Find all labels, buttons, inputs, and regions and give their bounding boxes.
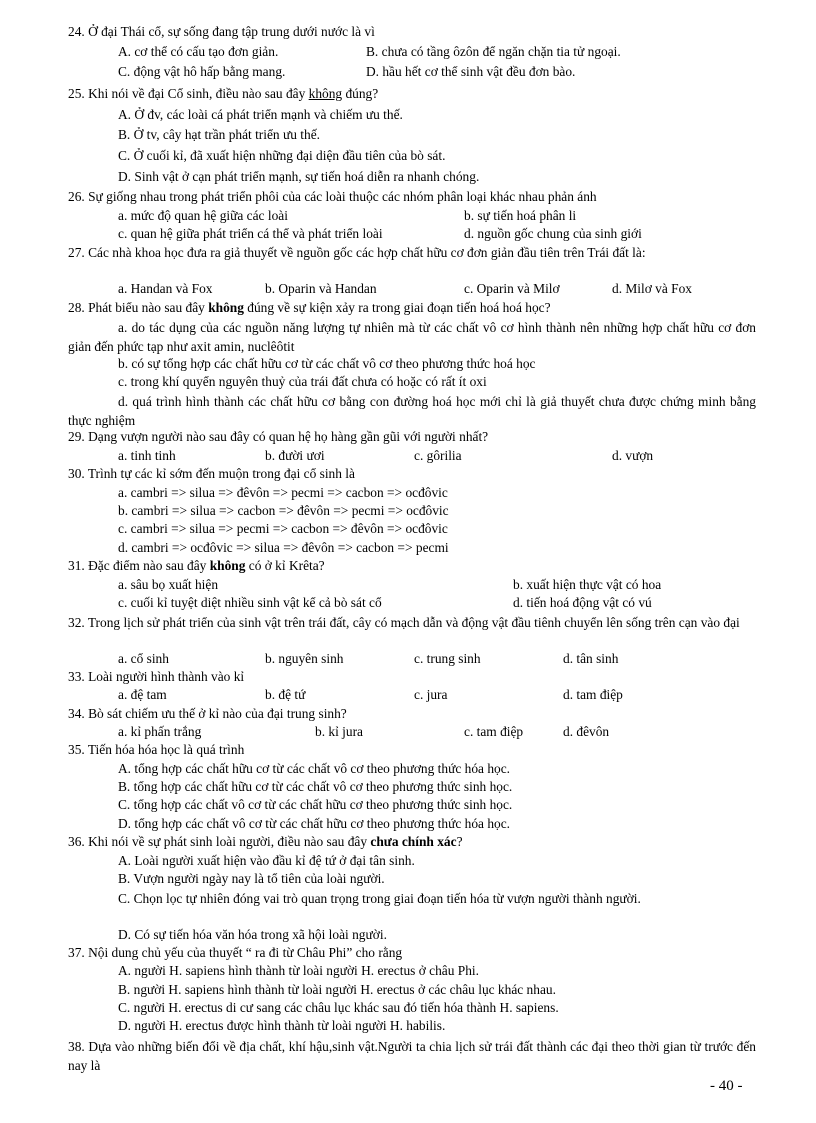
question-30-option-d: d. cambri => ocđôvic => silua => đêvôn => cacbon => pecmi (118, 540, 449, 555)
question-36-option-a: A. Loài người xuất hiện vào đầu kỉ đệ tứ ở đại tân sinh. (118, 853, 415, 868)
question-27-option-a: a. Handan và Fox (118, 281, 213, 296)
question-34-option-c: c. tam điệp (464, 724, 524, 739)
question-25-option-c: C. Ở cuối kỉ, đã xuất hiện những đại diện đầu tiên của bò sát. (118, 148, 446, 163)
question-29-option-c: c. gôrilia (414, 448, 462, 463)
question-35-option-b: B. tổng hợp các chất hữu cơ từ các chất vô cơ theo phương thức sinh học. (118, 779, 513, 794)
question-28-option-a: a. do tác dụng của các nguồn năng lượng tự nhiên mà từ các chất vô cơ hình thành nên những hợp chất hữu cơ đơn giản đến phức tạp như axit amin, nuclêôtit (68, 320, 756, 354)
question-28-option-c: c. trong khí quyển nguyên thuỷ của trái đất chưa có hoặc có rất ít oxi (118, 374, 487, 389)
question-35-stem: 35. Tiến hóa hóa học là quá trình (68, 742, 245, 757)
question-35-option-a: A. tổng hợp các chất hữu cơ từ các chất vô cơ theo phương thức hóa học. (118, 761, 510, 776)
question-26-stem: 26. Sự giống nhau trong phát triển phôi của các loài thuộc các nhóm phân loại khác nhau phản ánh (68, 189, 597, 204)
question-33-option-a: a. đệ tam (118, 687, 167, 702)
question-27-option-b: b. Oparin và Handan (265, 281, 377, 296)
question-27-option-c: c. Oparin và Milơ (464, 281, 560, 296)
question-28-stem: 28. Phát biểu nào sau đây không đúng về sự kiện xảy ra trong giai đoạn tiến hoá hoá học? (68, 300, 551, 315)
question-34-option-a: a. kỉ phấn trắng (118, 724, 202, 739)
question-26-option-c: c. quan hệ giữa phát triển cá thể và phát triển loài (118, 226, 383, 241)
question-37-option-c: C. người H. erectus di cư sang các châu lục khác sau đó tiến hóa thành H. sapiens. (118, 1000, 559, 1015)
question-28-option-b: b. có sự tổng hợp các chất hữu cơ từ các chất vô cơ theo phương thức hoá học (118, 356, 536, 371)
question-27-stem: 27. Các nhà khoa học đưa ra giả thuyết về nguồn gốc các hợp chất hữu cơ đơn giản đầu tiên trên Trái đất là: (68, 245, 646, 260)
question-35-option-c: C. tổng hợp các chất vô cơ từ các chất hữu cơ theo phương thức sinh học. (118, 797, 513, 812)
question-24-stem: 24. Ở đại Thái cổ, sự sống đang tập trung dưới nước là vì (68, 24, 375, 39)
question-29-option-b: b. đười ươi (265, 448, 325, 463)
question-33-option-d: d. tam điệp (563, 687, 623, 702)
question-37-option-b: B. người H. sapiens hình thành từ loài người H. erectus ở các châu lục khác nhau. (118, 982, 556, 997)
question-26-option-b: b. sự tiến hoá phân li (464, 208, 577, 223)
question-25-option-b: B. Ở tv, cây hạt trần phát triển ưu thế. (118, 127, 320, 142)
question-31-option-a: a. sâu bọ xuất hiện (118, 577, 219, 592)
question-31-option-c: c. cuối kỉ tuyệt diệt nhiều sinh vật kể cả bò sát cổ (118, 595, 382, 610)
question-34-option-d: d. đêvôn (563, 724, 610, 739)
question-32-option-c: c. trung sinh (414, 651, 481, 666)
question-26-option-a: a. mức độ quan hệ giữa các loài (118, 208, 288, 223)
question-32-option-d: d. tân sinh (563, 651, 619, 666)
page-number: - 40 - (710, 1078, 743, 1094)
question-29-option-a: a. tinh tinh (118, 448, 176, 463)
question-33-option-c: c. jura (414, 687, 448, 702)
question-36-stem: 36. Khi nói về sự phát sinh loài người, điều nào sau đây chưa chính xác? (68, 834, 463, 849)
question-32-stem: 32. Trong lịch sử phát triển của sinh vật trên trái đất, cây có mạch dẫn và động vật đầu tiênh chuyển lên sống trên cạn vào đại (68, 615, 740, 630)
question-35-option-d: D. tổng hợp các chất vô cơ từ các chất hữu cơ theo phương thức hóa học. (118, 816, 510, 831)
question-28-option-d: d. quá trình hình thành các chất hữu cơ bằng con đường hoá học mới chỉ là giả thuyết chưa được chứng minh bằng thực nghiệm (68, 394, 756, 428)
question-38-stem: 38. Dựa vào những biến đổi về địa chất, khí hậu,sinh vật.Người ta chia lịch sử trái đất thành các đại theo thời gian từ trước đến nay là (68, 1039, 756, 1073)
question-24-option-c: C. động vật hô hấp bằng mang. (118, 64, 286, 79)
question-37-option-d: D. người H. erectus được hình thành từ loài người H. habilis. (118, 1018, 446, 1033)
question-33-stem: 33. Loài người hình thành vào kỉ (68, 669, 245, 684)
question-32-option-a: a. cổ sinh (118, 651, 169, 666)
question-27-option-d: d. Milơ và Fox (612, 281, 692, 296)
question-37-stem: 37. Nội dung chủ yếu của thuyết “ ra đi từ Châu Phi” cho rằng (68, 945, 403, 960)
question-25-option-d: D. Sinh vật ở cạn phát triển mạnh, sự tiến hoá diễn ra nhanh chóng. (118, 169, 480, 184)
question-30-stem: 30. Trình tự các kỉ sớm đến muộn trong đại cổ sinh là (68, 466, 355, 481)
question-36-option-b: B. Vượn người ngày nay là tổ tiên của loài người. (118, 871, 385, 886)
question-30-option-b: b. cambri => silua => cacbon => đêvôn => pecmi => ocđôvic (118, 503, 449, 518)
question-24-option-a: A. cơ thể có cấu tạo đơn giản. (118, 44, 279, 59)
question-36-option-d: D. Có sự tiến hóa văn hóa trong xã hội loài người. (118, 927, 387, 942)
question-37-option-a: A. người H. sapiens hình thành từ loài người H. erectus ở châu Phi. (118, 963, 479, 978)
question-29-stem: 29. Dạng vượn người nào sau đây có quan hệ họ hàng gần gũi với người nhất? (68, 429, 489, 444)
question-31-stem: 31. Đặc điểm nào sau đây không có ở kỉ Krêta? (68, 558, 325, 573)
question-25-option-a: A. Ở đv, các loài cá phát triển mạnh và chiếm ưu thế. (118, 107, 403, 122)
question-29-option-d: d. vượn (612, 448, 654, 463)
question-31-option-d: d. tiến hoá động vật có vú (513, 595, 652, 610)
question-24-option-b: B. chưa có tầng ôzôn để ngăn chặn tia tử ngoại. (366, 44, 621, 59)
question-30-option-a: a. cambri => silua => đêvôn => pecmi => cacbon => ocđôvic (118, 485, 448, 500)
question-36-option-c: C. Chọn lọc tự nhiên đóng vai trò quan trọng trong giai đoạn tiến hóa từ vượn người thành người. (118, 891, 641, 906)
question-34-option-b: b. kỉ jura (315, 724, 363, 739)
question-31-option-b: b. xuất hiện thực vật có hoa (513, 577, 662, 592)
question-30-option-c: c. cambri => silua => pecmi => cacbon => đêvôn => ocđôvic (118, 521, 448, 536)
question-33-option-b: b. đệ tứ (265, 687, 306, 702)
question-25-stem: 25. Khi nói về đại Cổ sinh, điều nào sau đây không đúng? (68, 86, 379, 101)
question-26-option-d: d. nguồn gốc chung của sinh giới (464, 226, 642, 241)
question-24-option-d: D. hầu hết cơ thể sinh vật đều đơn bào. (366, 64, 576, 79)
question-34-stem: 34. Bò sát chiếm ưu thế ở kỉ nào của đại trung sinh? (68, 706, 347, 721)
question-32-option-b: b. nguyên sinh (265, 651, 344, 666)
